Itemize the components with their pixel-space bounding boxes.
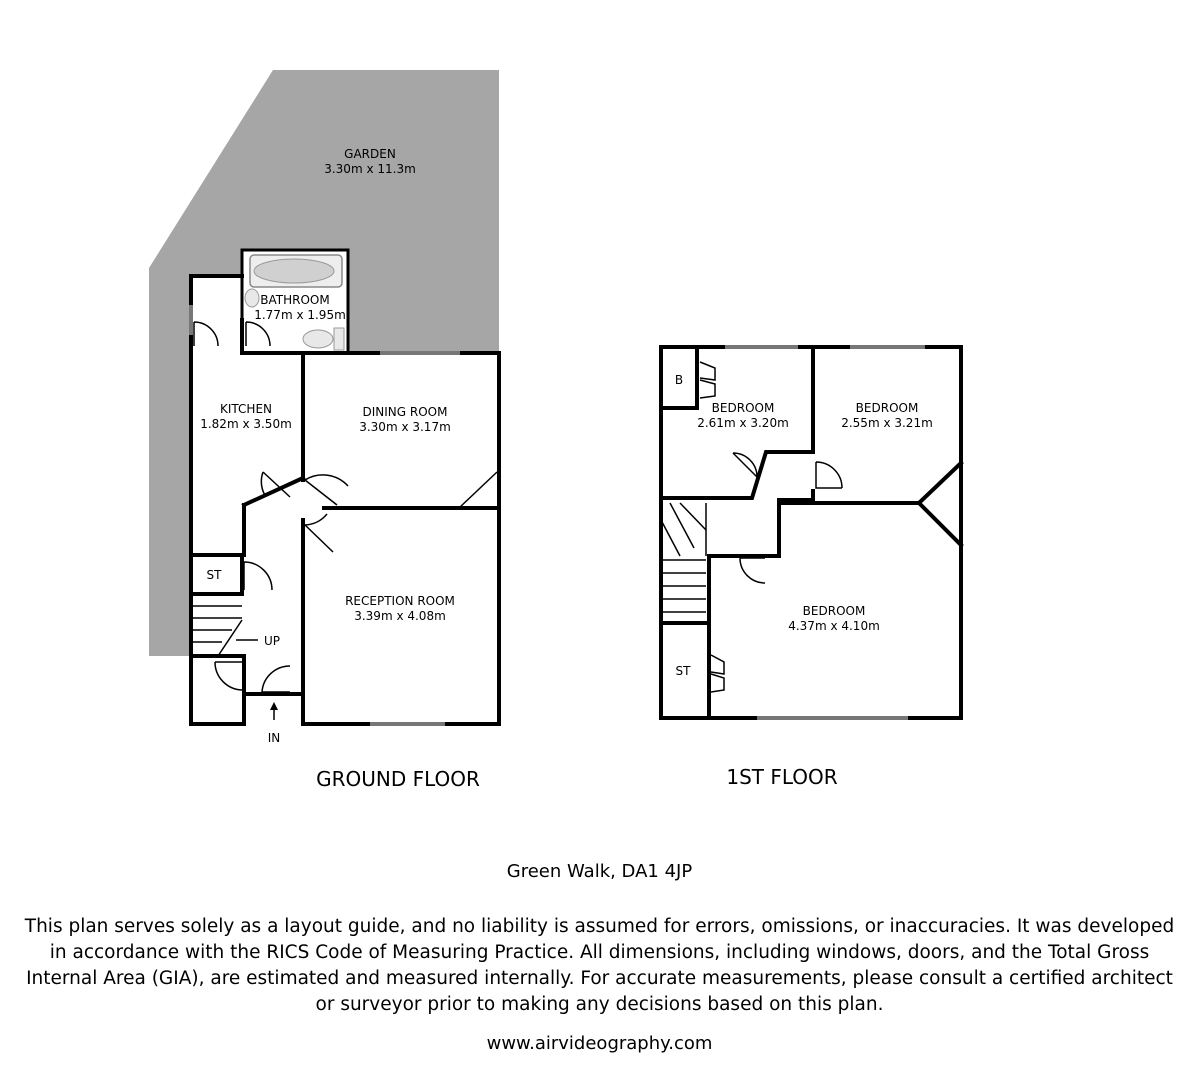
st-cupboard-door-icon xyxy=(711,655,724,692)
bathroom-label: BATHROOM xyxy=(260,293,330,307)
boiler-cupboard-door-icon xyxy=(700,362,715,398)
entrance-arrowhead-icon xyxy=(270,702,278,710)
dining-corner-unit xyxy=(459,472,497,508)
toilet-icon xyxy=(303,328,344,350)
up-label: UP xyxy=(263,634,281,648)
bedroom1-label: BEDROOM xyxy=(711,401,775,415)
first-floor-stairs-icon xyxy=(661,503,706,612)
bathroom-dims: 1.77m x 1.95m xyxy=(254,308,346,322)
stairs-icon xyxy=(191,606,258,656)
boiler-cupboard-label: B xyxy=(674,373,684,387)
bedroom1-door-icon xyxy=(733,453,757,477)
sink-icon xyxy=(245,289,259,307)
in-label: IN xyxy=(267,731,281,745)
st-door-icon xyxy=(244,562,272,590)
bedroom3-dims: 4.37m x 4.10m xyxy=(788,619,880,633)
reception-dims: 3.39m x 4.08m xyxy=(354,609,446,623)
dining-label: DINING ROOM xyxy=(362,405,448,419)
bedroom3-corner-wall xyxy=(919,503,961,545)
ground-floor-plan xyxy=(149,70,499,791)
website-link[interactable]: www.airvideography.com xyxy=(486,1033,713,1054)
kitchen-dims: 1.82m x 3.50m xyxy=(200,417,292,431)
property-address: Green Walk, DA1 4JP xyxy=(506,861,693,882)
kitchen-door-icon xyxy=(194,322,218,346)
bathroom xyxy=(242,250,348,353)
dining-room xyxy=(303,353,499,508)
hallway-walls xyxy=(244,478,303,694)
ground-st-label: ST xyxy=(206,568,222,582)
bedroom2-dims: 2.55m x 3.21m xyxy=(841,416,933,430)
garden-label: GARDEN xyxy=(344,147,396,161)
disclaimer-text: This plan serves solely as a layout guide, and no liability is assumed for errors, omissions, or inaccuracies. It was developed in accordance with the RICS Code of Measuring Practice. All dimensions, including windows, doors, and the Total Gross Internal Area (GIA), are estimated and measured internally. For accurate measurements, please consult a certified architect or surveyor prior to making any decisions based on this plan. xyxy=(24,916,1175,1015)
bedroom3-door-icon xyxy=(740,558,765,583)
garden-area xyxy=(149,70,499,656)
bathroom-door-icon xyxy=(246,322,270,346)
reception-door-icon xyxy=(305,514,333,552)
first-floor-plan xyxy=(661,347,961,789)
ground-floor-title: GROUND FLOOR xyxy=(316,767,480,791)
bedroom2-label: BEDROOM xyxy=(855,401,919,415)
bedroom2-door-icon xyxy=(816,462,842,488)
garden-dims: 3.30m x 11.3m xyxy=(324,162,416,176)
first-st-label: ST xyxy=(675,664,691,678)
first-floor-title: 1ST FLOOR xyxy=(726,765,838,789)
reception-room xyxy=(303,508,499,724)
bedroom3-top-wall xyxy=(779,463,961,503)
front-door-icon xyxy=(262,666,290,692)
kitchen-walls xyxy=(191,276,303,724)
bedroom1-dims: 2.61m x 3.20m xyxy=(697,416,789,430)
cupboard-door-icon xyxy=(215,662,243,690)
bathtub-icon xyxy=(250,255,342,287)
bedroom3-label: BEDROOM xyxy=(802,604,866,618)
reception-label: RECEPTION ROOM xyxy=(345,594,455,608)
kitchen-label: KITCHEN xyxy=(220,402,272,416)
dining-door-icon xyxy=(305,475,348,505)
dining-dims: 3.30m x 3.17m xyxy=(359,420,451,434)
